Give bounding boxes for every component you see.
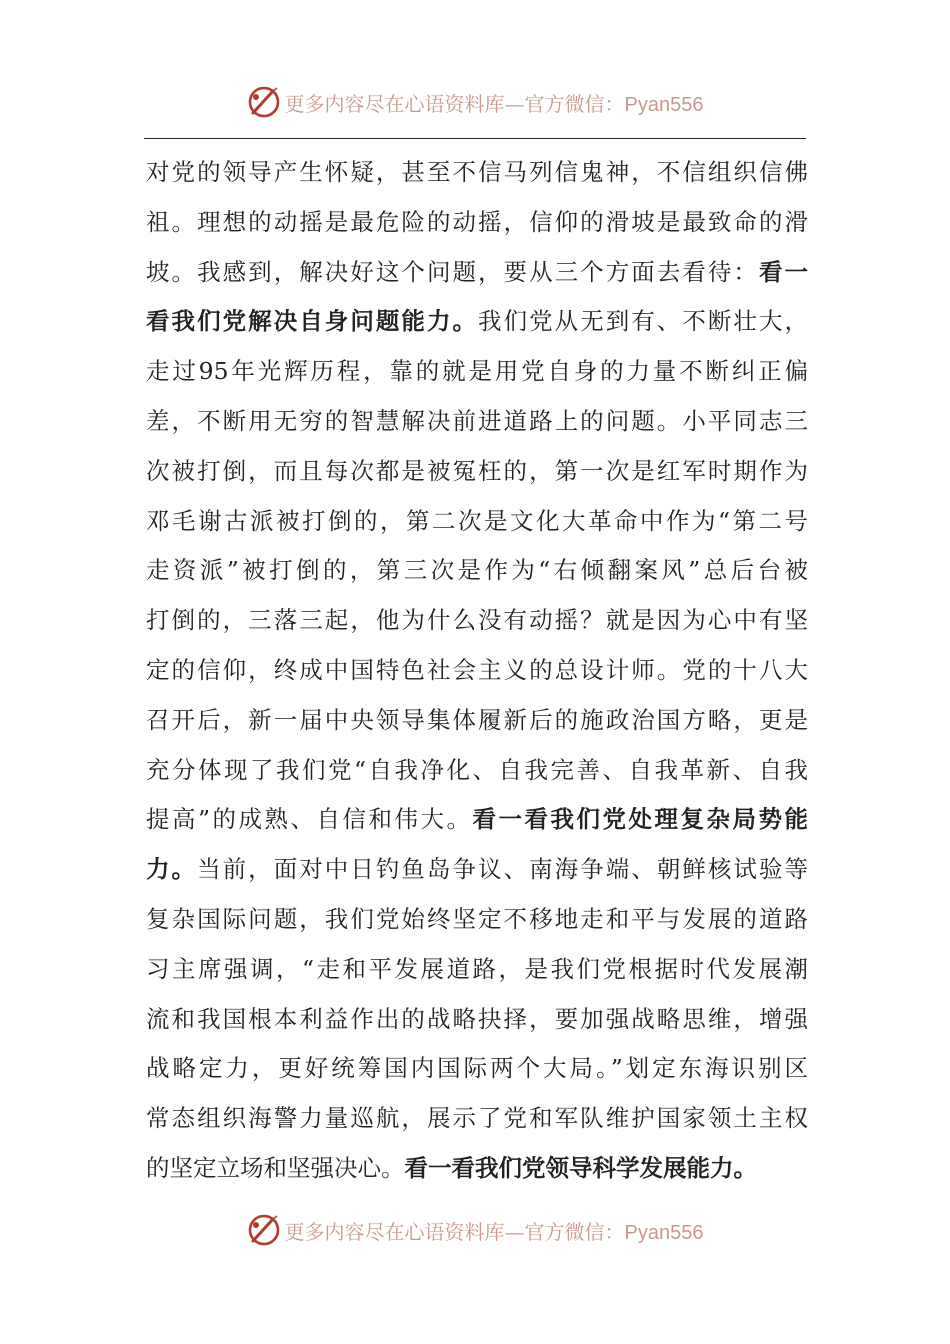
document-body xyxy=(146,148,808,1194)
text-line xyxy=(146,347,808,397)
text-line xyxy=(146,696,808,746)
footer-wechat: Pyan556 xyxy=(624,1221,704,1244)
text-line xyxy=(146,546,808,596)
text-segment: 定的信仰，终成中国特色社会主义的总设计师。党的十八大 xyxy=(146,655,808,684)
text-line xyxy=(146,397,808,447)
text-segment: 流和我国根本利益作出的战略抉择，要加强战略思维，增强 xyxy=(146,1004,808,1033)
text-line xyxy=(146,845,808,895)
footer-banner xyxy=(0,1208,950,1252)
text-segment: 次被打倒，而且每次都是被冤枉的，第一次是红军时期作为 xyxy=(146,456,808,485)
text-line xyxy=(146,148,808,198)
text-segment: 复杂国际问题，我们党始终坚定不移地走和平与发展的道路 xyxy=(146,904,808,933)
text-line xyxy=(146,297,808,347)
text-segment: 习主席强调，“走和平发展道路，是我们党根据时代发展潮 xyxy=(146,954,808,983)
text-line xyxy=(146,646,808,696)
text-segment: 我们党从无到有、不断壮大， xyxy=(478,307,809,336)
text-segment: 提高”的成熟、自信和伟大。 xyxy=(146,805,473,834)
text-segment: 充分体现了我们党“自我净化、自我完善、自我革新、自我 xyxy=(146,755,808,784)
text-segment: 祖。理想的动摇是最危险的动摇，信仰的滑坡是最致命的滑 xyxy=(146,207,808,236)
text-line xyxy=(146,945,808,995)
text-segment: 的坚定立场和坚强决心。 xyxy=(146,1153,405,1182)
text-line xyxy=(146,995,808,1045)
text-segment: 走过95年光辉历程，靠的就是用党自身的力量不断纠正偏 xyxy=(146,357,808,386)
text-line xyxy=(146,746,808,796)
bold-text-segment: 看我们党解决自身问题能力。 xyxy=(146,307,479,336)
text-line xyxy=(146,497,808,547)
text-line xyxy=(146,1144,808,1194)
header-banner xyxy=(0,80,950,124)
text-line xyxy=(146,1044,808,1094)
footer-text: 更多内容尽在心语资料库—官方微信： xyxy=(284,1219,625,1244)
pen-logo-icon xyxy=(247,1213,281,1247)
bold-text-segment: 力。 xyxy=(146,855,198,884)
header-wechat: Pyan556 xyxy=(624,93,704,116)
text-segment: 常态组织海警力量巡航，展示了党和军队维护国家领土主权 xyxy=(146,1104,808,1133)
text-line xyxy=(146,895,808,945)
text-line xyxy=(146,596,808,646)
text-segment: 对党的领导产生怀疑，甚至不信马列信鬼神，不信组织信佛 xyxy=(146,158,808,186)
bold-text-segment: 看一 xyxy=(758,257,809,286)
text-line xyxy=(146,447,808,497)
header-divider xyxy=(144,138,806,139)
text-segment: 差，不断用无穷的智慧解决前进道路上的问题。小平同志三 xyxy=(146,406,808,435)
text-segment: 召开后，新一届中央领导集体履新后的施政治国方略，更是 xyxy=(146,705,808,734)
text-segment: 当前，面对中日钓鱼岛争议、南海争端、朝鲜核试验等 xyxy=(197,855,809,884)
bold-text-segment: 看一看我们党处理复杂局势能 xyxy=(472,805,809,834)
header-text: 更多内容尽在心语资料库—官方微信： xyxy=(284,91,625,116)
bold-text-segment: 看一看我们党领导科学发展能力。 xyxy=(404,1153,757,1182)
text-segment: 打倒的，三落三起，他为什么没有动摇？就是因为心中有坚 xyxy=(146,606,808,635)
text-segment: 邓毛谢古派被打倒的，第二次是文化大革命中作为“第二号 xyxy=(146,506,808,535)
text-segment: 走资派”被打倒的，第三次是作为“右倾翻案风”总后台被 xyxy=(146,556,808,585)
text-line xyxy=(146,198,808,248)
text-line xyxy=(146,1094,808,1144)
text-segment: 战略定力，更好统筹国内国际两个大局。”划定东海识别区 xyxy=(146,1054,808,1083)
text-line xyxy=(146,795,808,845)
text-line xyxy=(146,248,808,298)
pen-logo-icon xyxy=(247,85,281,119)
text-segment: 坡。我感到，解决好这个问题，要从三个方面去看待： xyxy=(146,257,759,286)
